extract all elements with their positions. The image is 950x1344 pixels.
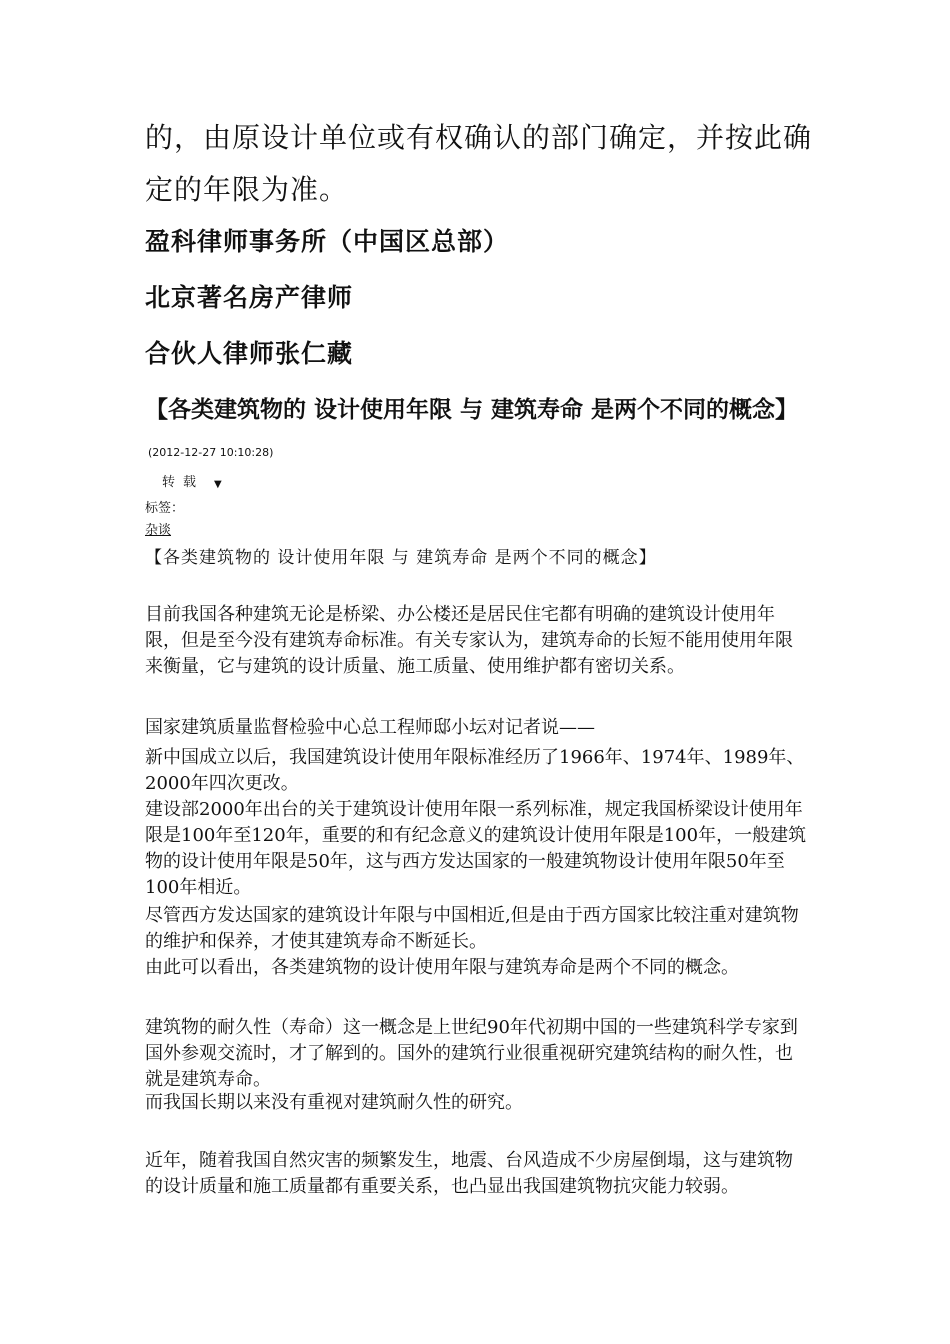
dropdown-arrow-icon[interactable]: ▼ (214, 479, 222, 490)
paragraph-8: 而我国长期以来没有重视对建筑耐久性的研究。 (145, 1092, 523, 1113)
intro-text: 的，由原设计单位或有权确认的部门确定，并按此确定的年限为准。 (145, 121, 813, 206)
tag-link[interactable]: 杂谈 (145, 523, 172, 538)
lawyer-name: 合伙人律师张仁藏 (145, 339, 354, 368)
paragraph-4: 建设部2000年出台的关于建筑设计使用年限一系列标准，规定我国桥梁设计使用年限是100年至120年，重要的和有纪念意义的建筑设计使用年限是100年，一般建筑物的设计使用年限是50年，这与西方发达国家的一般建筑物设计使用年限50年至100年相近。 (145, 799, 807, 898)
paragraph-9: 近年，随着我国自然灾害的频繁发生，地震、台风造成不少房屋倒塌，这与建筑物的设计质量和施工质量都有重要关系，也凸显出我国建筑物抗灾能力较弱。 (145, 1150, 793, 1197)
paragraph-7: 建筑物的耐久性（寿命）这一概念是上世纪90年代初期中国的一些建筑科学专家到国外参观交流时，才了解到的。国外的建筑行业很重视研究建筑结构的耐久性，也就是建筑寿命。 (145, 1017, 798, 1090)
repost-label[interactable]: 转载 (162, 475, 205, 490)
paragraph-2: 国家建筑质量监督检验中心总工程师邸小坛对记者说—— (145, 717, 595, 738)
paragraph-5: 尽管西方发达国家的建筑设计年限与中国相近,但是由于西方国家比较注重对建筑物的维护和保养，才使其建筑寿命不断延长。 (145, 905, 799, 952)
article-title-bold: 【各类建筑物的 设计使用年限 与 建筑寿命 是两个不同的概念】 (145, 397, 799, 423)
paragraph-3: 新中国成立以后，我国建筑设计使用年限标准经历了1966年、1974年、1989年、2000年四次更改。 (145, 747, 805, 794)
firm-name: 盈科律师事务所（中国区总部） (145, 227, 510, 256)
post-date: (2012-12-27 10:10:28) (148, 446, 274, 459)
tags-label: 标签： (145, 501, 185, 516)
paragraph-6: 由此可以看出，各类建筑物的设计使用年限与建筑寿命是两个不同的概念。 (145, 957, 739, 978)
paragraph-1: 目前我国各种建筑无论是桥梁、办公楼还是居民住宅都有明确的建筑设计使用年限，但是至今没有建筑寿命标准。有关专家认为，建筑寿命的长短不能用使用年限来衡量，它与建筑的设计质量、施工质量、使用维护都有密切关系。 (145, 604, 793, 677)
firm-title: 北京著名房产律师 (145, 283, 354, 312)
article-title: 【各类建筑物的 设计使用年限 与 建筑寿命 是两个不同的概念】 (145, 548, 657, 568)
